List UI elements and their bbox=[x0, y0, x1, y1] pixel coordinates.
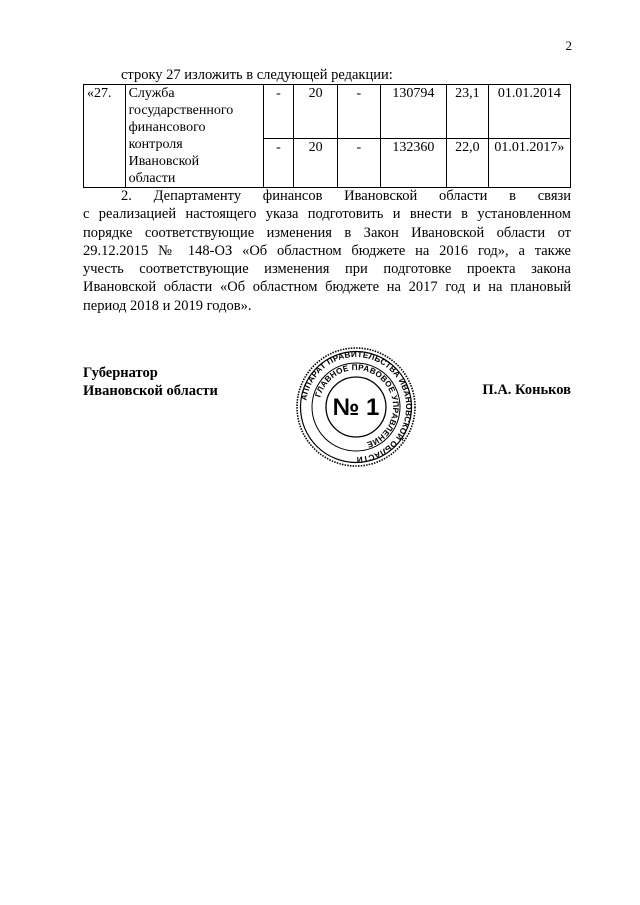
table-cell: - bbox=[337, 85, 380, 139]
signatory-title: Губернатор Ивановской области bbox=[83, 365, 218, 399]
table-cell: 130794 bbox=[380, 85, 447, 139]
table-cell: - bbox=[337, 138, 380, 187]
seal-inner-text: ГЛАВНОЕ ПРАВОВОЕ УПРАВЛЕНИЕ bbox=[313, 362, 401, 450]
table-cell: 22,0 bbox=[447, 138, 489, 187]
table-cell: 20 bbox=[294, 85, 338, 139]
table-cell: 23,1 bbox=[447, 85, 489, 139]
seal-outer-text: АППАРАТ ПРАВИТЕЛЬСТВА ИВАНОВСКОЙ ОБЛАСТИ bbox=[299, 349, 414, 465]
table-cell: 01.01.2014 bbox=[488, 85, 570, 139]
institution-name: Служба государственного финансового контроля Ивановской области bbox=[125, 85, 263, 188]
instruction-paragraph: 2. Департаменту финансов Ивановской области в связи с реализацией настоящего указа подготовить и внести в установленном порядке соответствующие изменения в Закон Ивановской области от 29.12.2015 № 148-ОЗ «Об областном бюджете на 2016 год», а также учесть соответствующие изменения при подготовке проекта закона Ивановской области «Об областном бюджете на 2017 год и на плановый период 2018 и 2019 годов». bbox=[83, 188, 571, 314]
table-cell: - bbox=[263, 138, 293, 187]
page-number: 2 bbox=[565, 38, 572, 53]
row-number: «27. bbox=[84, 85, 126, 188]
table-cell: 01.01.2017» bbox=[488, 138, 570, 187]
table-cell: 132360 bbox=[380, 138, 447, 187]
table-row bbox=[84, 85, 571, 139]
seal-number: № 1 bbox=[332, 394, 380, 421]
intro-text: строку 27 изложить в следующей редакции: bbox=[121, 67, 393, 83]
official-seal-stamp bbox=[295, 346, 417, 468]
table-cell: 20 bbox=[294, 138, 338, 187]
table-cell: - bbox=[263, 85, 293, 139]
amendment-table bbox=[83, 84, 571, 188]
signatory-name: П.А. Коньков bbox=[482, 382, 571, 398]
